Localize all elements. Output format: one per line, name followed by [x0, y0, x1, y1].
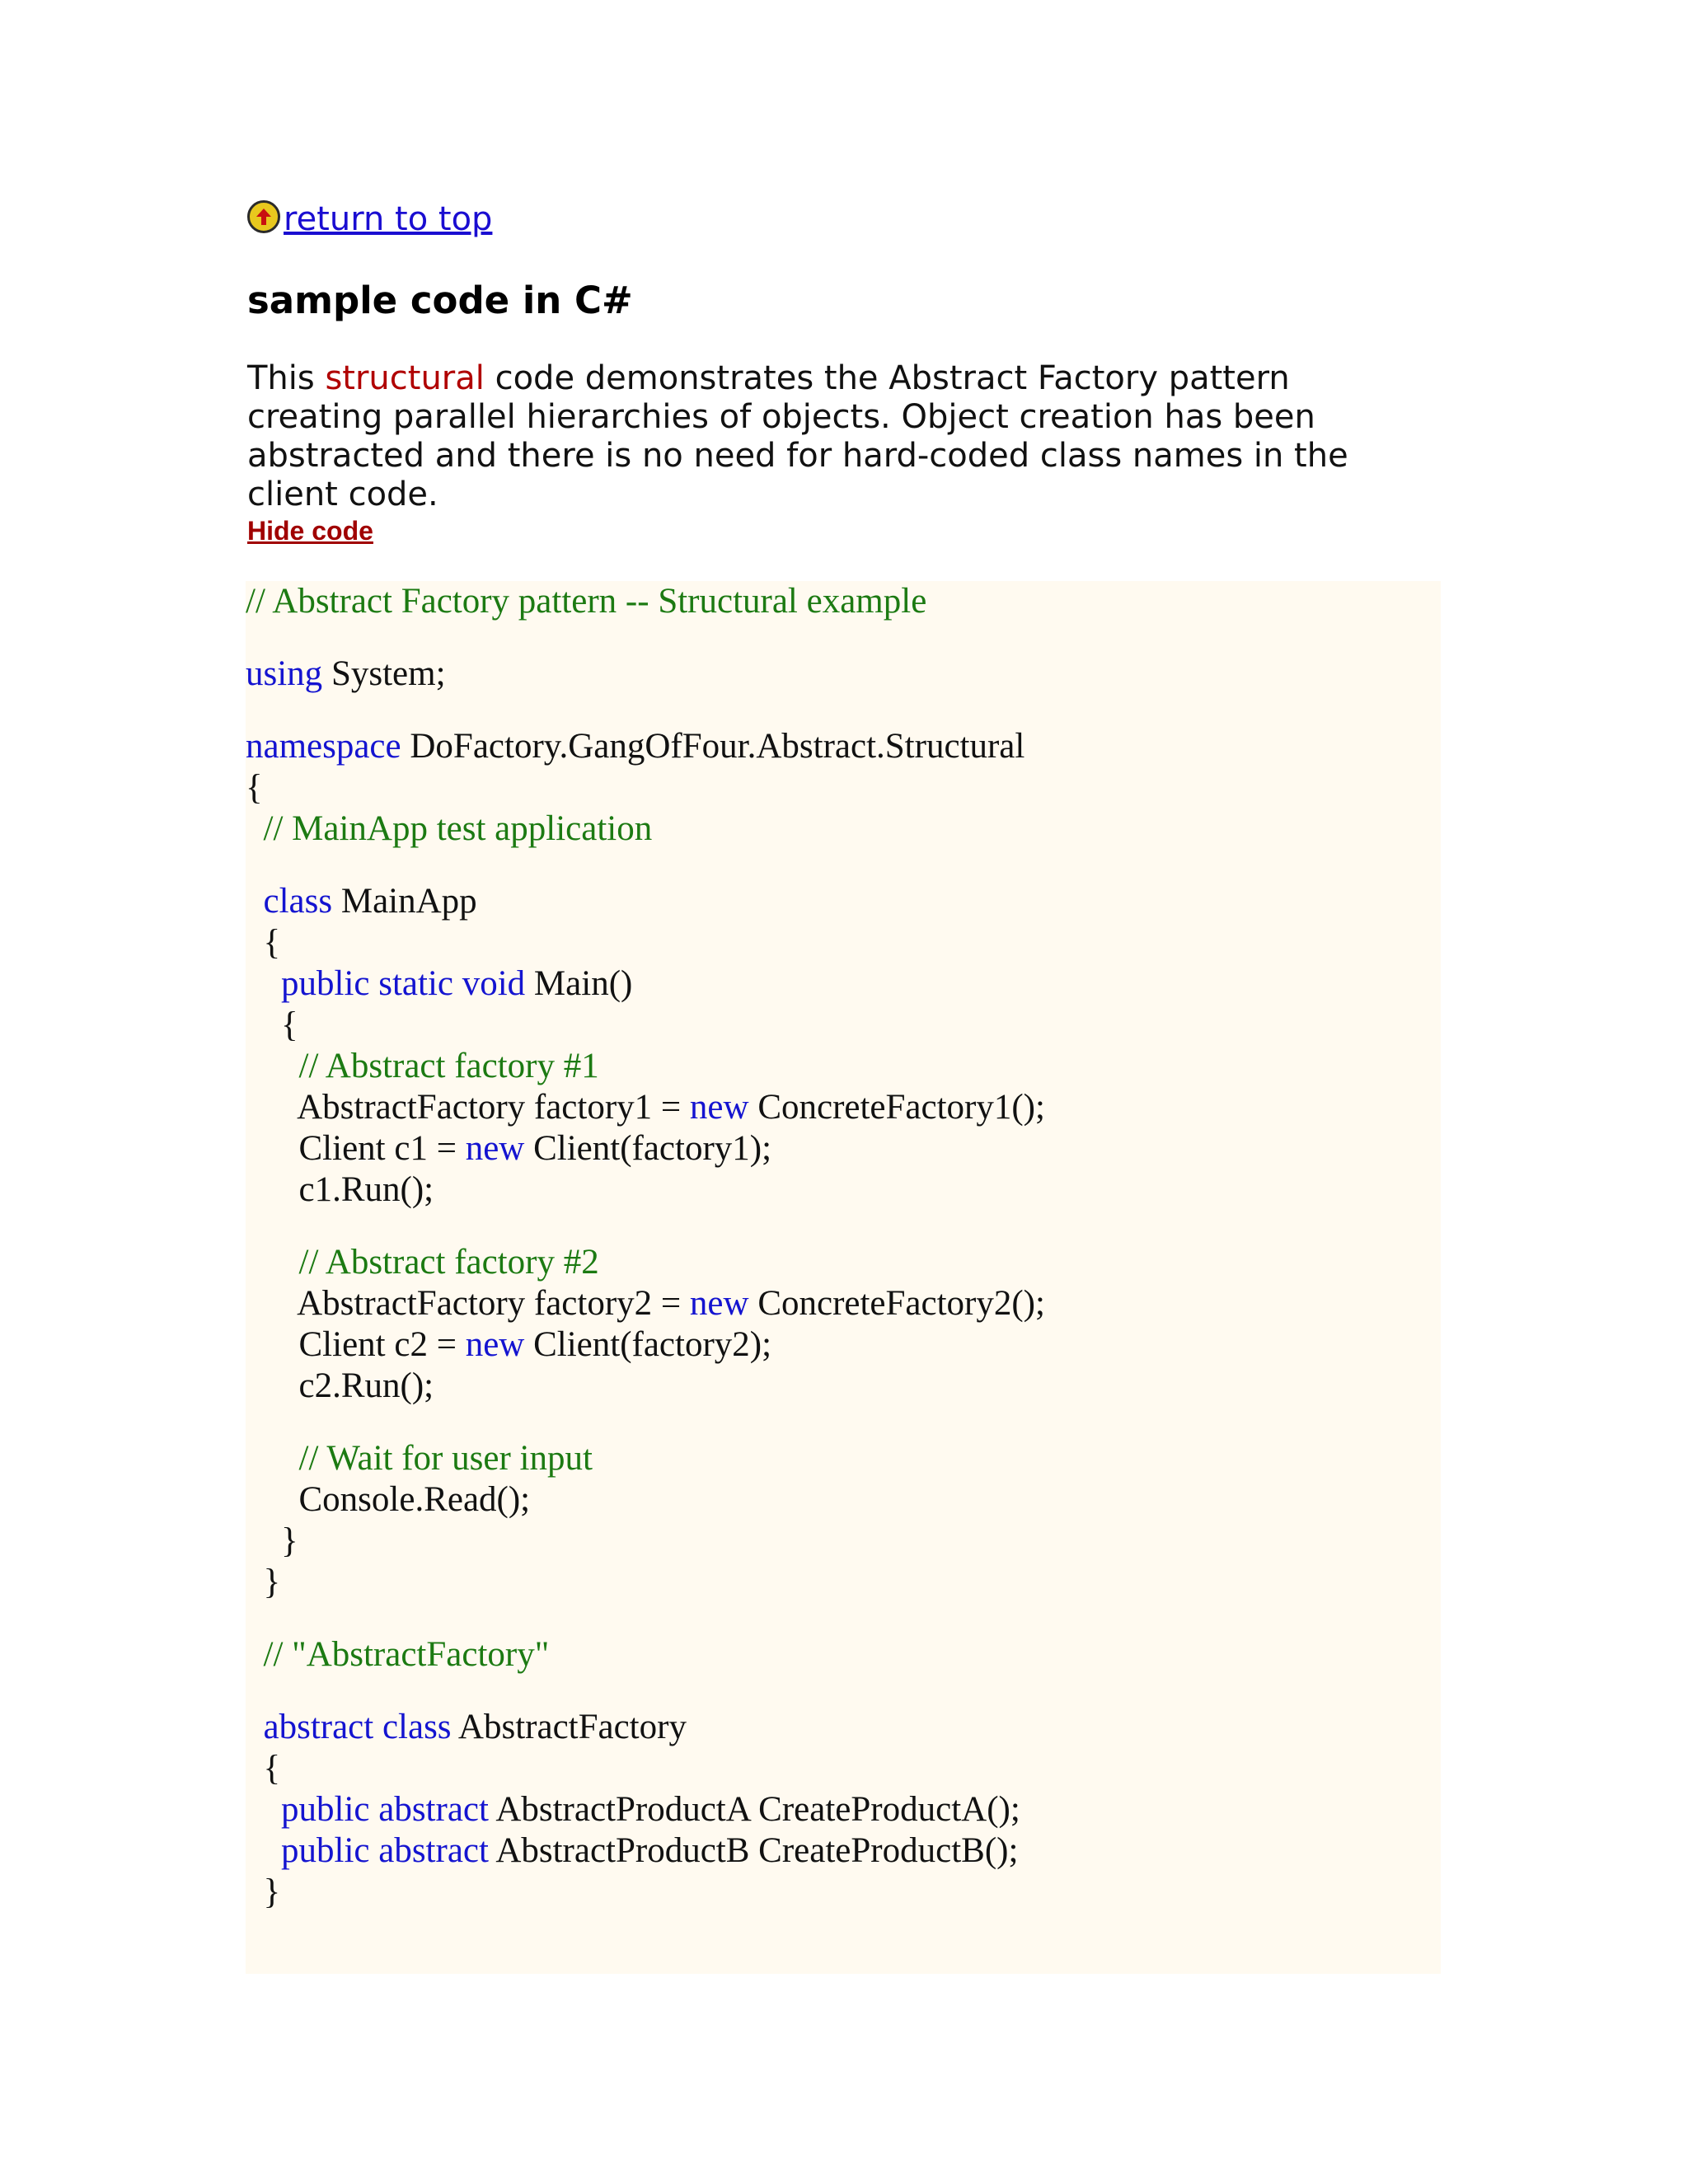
- code-line: [246, 1562, 1045, 1603]
- code-comment: // "AbstractFactory": [263, 1635, 550, 1674]
- code-text: Main(): [525, 964, 633, 1003]
- code-text: }: [246, 1563, 281, 1601]
- code-text: AbstractFactory factory2 =: [246, 1284, 690, 1323]
- code-line: [246, 1324, 1045, 1366]
- code-line: [246, 1634, 1045, 1675]
- code-text: Client(factory2);: [524, 1325, 772, 1364]
- code-text: AbstractFactory: [451, 1708, 687, 1746]
- code-text: [246, 1439, 299, 1478]
- code-text: }: [246, 1872, 281, 1911]
- code-line: [246, 1087, 1045, 1128]
- code-text: DoFactory.GangOfFour.Abstract.Structural: [401, 727, 1025, 766]
- code-line: [246, 922, 1045, 963]
- code-blank-line: [246, 1675, 1045, 1707]
- code-blank-line: [246, 1603, 1045, 1634]
- code-text: System;: [322, 654, 446, 693]
- code-blank-line: [246, 850, 1045, 881]
- code-text: [246, 1047, 299, 1085]
- code-text: {: [246, 923, 281, 962]
- code-keyword: public static void: [281, 964, 526, 1003]
- code-text: [246, 1831, 281, 1870]
- code-line: [246, 1830, 1045, 1872]
- code-text: [246, 1635, 264, 1674]
- code-comment: // Abstract factory #1: [298, 1047, 599, 1085]
- code-line: [246, 1128, 1045, 1169]
- code-text: Client c2 =: [246, 1325, 466, 1364]
- code-line: [246, 581, 1045, 622]
- section-heading: sample code in C#: [247, 279, 633, 322]
- code-text: Client c1 =: [246, 1129, 466, 1168]
- code-keyword: new: [465, 1129, 525, 1168]
- code-line: [246, 881, 1045, 922]
- description-prefix: This: [247, 359, 326, 397]
- code-text: [246, 1790, 281, 1829]
- code-text: Console.Read();: [246, 1480, 531, 1519]
- code-text: {: [246, 768, 263, 807]
- code-line: [246, 1872, 1045, 1913]
- code-line: [246, 1438, 1045, 1479]
- code-text: ConcreteFactory2();: [748, 1284, 1045, 1323]
- code-line: [246, 767, 1045, 808]
- code-line: [246, 963, 1045, 1005]
- code-text: [246, 1243, 299, 1282]
- hide-code-link[interactable]: Hide code: [247, 516, 373, 546]
- code-line: [246, 808, 1045, 850]
- code-text: AbstractProductB CreateProductB();: [488, 1831, 1019, 1870]
- code-keyword: new: [465, 1325, 525, 1364]
- code-line: [246, 1789, 1045, 1830]
- code-blank-line: [246, 695, 1045, 726]
- code-block: [246, 581, 1441, 1974]
- code-keyword: namespace: [246, 727, 401, 766]
- code-text: [246, 809, 264, 848]
- description-suffix: code demonstrates the Abstract Factory pattern creating parallel hierarchies of objects. Object creation has been abstracted and there is no need for hard-coded class names in the client code.: [247, 359, 1348, 513]
- code-line: [246, 1283, 1045, 1324]
- code-text: ConcreteFactory1();: [748, 1088, 1045, 1127]
- code-text: [246, 1708, 264, 1746]
- code-listing: [246, 581, 1045, 1913]
- section-description: [247, 359, 1418, 514]
- up-arrow-icon[interactable]: [247, 200, 280, 233]
- code-blank-line: [246, 622, 1045, 654]
- code-text: {: [246, 1005, 298, 1044]
- code-line: [246, 1479, 1045, 1521]
- code-keyword: new: [689, 1088, 749, 1127]
- code-blank-line: [246, 1211, 1045, 1242]
- code-line: [246, 1169, 1045, 1211]
- code-keyword: class: [263, 882, 333, 921]
- code-text: MainApp: [332, 882, 477, 921]
- code-line: [246, 1748, 1045, 1789]
- code-comment: // Abstract Factory pattern -- Structural example: [246, 582, 927, 621]
- code-text: c2.Run();: [246, 1366, 434, 1405]
- code-keyword: public abstract: [281, 1790, 489, 1829]
- code-text: AbstractFactory factory1 =: [246, 1088, 690, 1127]
- code-line: [246, 726, 1045, 767]
- code-line: [246, 654, 1045, 695]
- code-text: Client(factory1);: [524, 1129, 772, 1168]
- code-keyword: new: [689, 1284, 749, 1323]
- code-keyword: public abstract: [281, 1831, 489, 1870]
- code-line: [246, 1242, 1045, 1283]
- code-text: AbstractProductA CreateProductA();: [488, 1790, 1020, 1829]
- code-line: [246, 1521, 1045, 1562]
- code-text: [246, 882, 264, 921]
- code-keyword: using: [246, 654, 323, 693]
- code-blank-line: [246, 1407, 1045, 1438]
- code-comment: // MainApp test application: [263, 809, 653, 848]
- code-line: [246, 1707, 1045, 1748]
- code-text: c1.Run();: [246, 1170, 434, 1209]
- code-text: [246, 964, 281, 1003]
- code-comment: // Wait for user input: [298, 1439, 593, 1478]
- code-line: [246, 1046, 1045, 1087]
- code-line: [246, 1005, 1045, 1046]
- code-keyword: abstract class: [263, 1708, 452, 1746]
- code-line: [246, 1366, 1045, 1407]
- description-highlight: structural: [325, 359, 485, 397]
- code-text: {: [246, 1749, 281, 1788]
- return-to-top[interactable]: [247, 194, 492, 244]
- code-comment: // Abstract factory #2: [298, 1243, 599, 1282]
- return-to-top-link[interactable]: return to top: [284, 200, 493, 238]
- code-text: }: [246, 1521, 298, 1560]
